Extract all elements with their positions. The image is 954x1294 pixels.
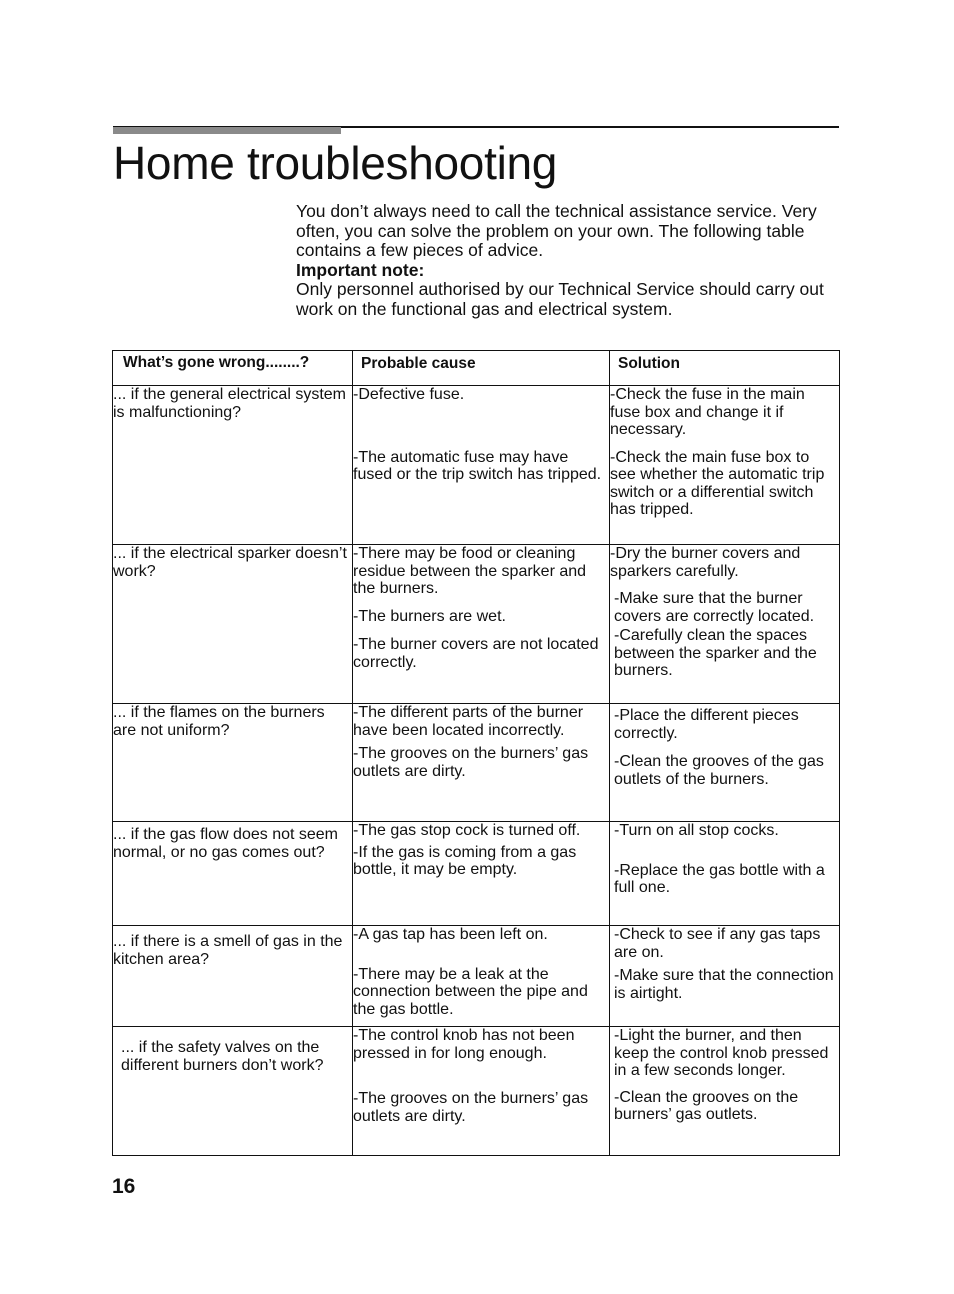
solution-cell: [610, 1027, 840, 1156]
page-number: 16: [112, 1175, 136, 1198]
problem-cell: [113, 926, 353, 1027]
solution-text: -Clean the grooves on the burners’ gas outlets.: [614, 1088, 799, 1123]
column-header-problem: What’s gone wrong........?: [113, 351, 353, 386]
table-row: [113, 1027, 840, 1156]
column-header-solution: Solution: [610, 351, 840, 386]
cause-cell: [353, 926, 610, 1027]
solution-text: -Place the different pieces correctly.: [614, 707, 799, 742]
problem-text: ... if the electrical sparker doesn’t work?: [113, 545, 347, 580]
important-note-text: Only personnel authorised by our Technical Service should carry out work on the functional gas and electrical system.: [296, 279, 824, 319]
problem-text: ... if the safety valves on the different burners don’t work?: [121, 1039, 324, 1074]
problem-cell: [113, 386, 353, 545]
column-header-cause: Probable cause: [353, 351, 610, 386]
cause-cell: [353, 704, 610, 822]
troubleshooting-table: [112, 350, 840, 1156]
table-row: [113, 822, 840, 926]
cause-text: -The gas stop cock is turned off.: [353, 822, 581, 839]
solution-text: -Light the burner, and then keep the control knob pressed in a few seconds longer.: [614, 1027, 829, 1079]
solution-text: -Dry the burner covers and sparkers carefully.: [610, 545, 801, 580]
cause-text: -There may be a leak at the connection between the pipe and the gas bottle.: [353, 965, 588, 1018]
solution-text: -Carefully clean the spaces between the sparker and the burners.: [614, 627, 817, 679]
table-row: [113, 926, 840, 1027]
page-title: Home troubleshooting: [113, 137, 558, 189]
cause-text: -The control knob has not been pressed in for long enough.: [353, 1027, 575, 1062]
intro-text: [296, 202, 841, 319]
problem-cell: [113, 1027, 353, 1156]
solution-cell: [610, 926, 840, 1027]
cause-text: -The burners are wet.: [353, 607, 506, 625]
cause-text: -The different parts of the burner have been located incorrectly.: [353, 704, 584, 739]
intro-paragraph: You don’t always need to call the technical assistance service. Very often, you can solve the problem on your own. The following table contains a few pieces of advice.: [296, 201, 817, 260]
solution-text: -Turn on all stop cocks.: [614, 822, 779, 839]
cause-text: -Defective fuse.: [353, 386, 465, 403]
cause-cell: [353, 545, 610, 704]
cause-text: -A gas tap has been left on.: [353, 926, 548, 943]
table-row: [113, 545, 840, 704]
problem-cell: [113, 704, 353, 822]
problem-cell: [113, 822, 353, 926]
solution-text: -Clean the grooves of the gas outlets of the burners.: [614, 753, 824, 788]
solution-text: -Replace the gas bottle with a full one.: [614, 861, 825, 896]
cause-text: -The burner covers are not located correctly.: [353, 636, 599, 671]
problem-text: ... if there is a smell of gas in the kitchen area?: [113, 933, 343, 968]
cause-cell: [353, 1027, 610, 1156]
problem-text: ... if the gas flow does not seem normal, or no gas comes out?: [113, 826, 339, 861]
solution-text: -Check to see if any gas taps are on.: [614, 926, 821, 961]
cause-text: -The grooves on the burners’ gas outlets are dirty.: [353, 745, 589, 780]
table-row: [113, 704, 840, 822]
cause-text: -The automatic fuse may have fused or the trip switch has tripped.: [353, 448, 602, 483]
solution-cell: [610, 822, 840, 926]
important-note-label: Important note:: [296, 259, 425, 280]
table-row: [113, 386, 840, 545]
cause-cell: [353, 822, 610, 926]
problem-text: ... if the general electrical system is malfunctioning?: [113, 386, 346, 421]
solution-cell: [610, 545, 840, 704]
cause-text: -If the gas is coming from a gas bottle, it may be empty.: [353, 843, 577, 878]
header-accent-bar: [113, 127, 341, 134]
solution-cell: [610, 704, 840, 822]
cause-text: -There may be food or cleaning residue between the sparker and the burners.: [353, 545, 587, 597]
solution-text: -Check the main fuse box to see whether the automatic trip switch or a differential switch has tripped.: [610, 448, 825, 518]
problem-text: ... if the flames on the burners are not uniform?: [113, 704, 325, 739]
solution-cell: [610, 386, 840, 545]
solution-text: -Make sure that the connection is airtight.: [614, 967, 834, 1002]
solution-text: -Make sure that the burner covers are correctly located.: [614, 590, 815, 625]
cause-text: -The grooves on the burners’ gas outlets are dirty.: [353, 1090, 589, 1125]
table-header-row: [113, 351, 840, 386]
problem-cell: [113, 545, 353, 704]
solution-text: -Check the fuse in the main fuse box and change it if necessary.: [610, 386, 805, 438]
cause-cell: [353, 386, 610, 545]
